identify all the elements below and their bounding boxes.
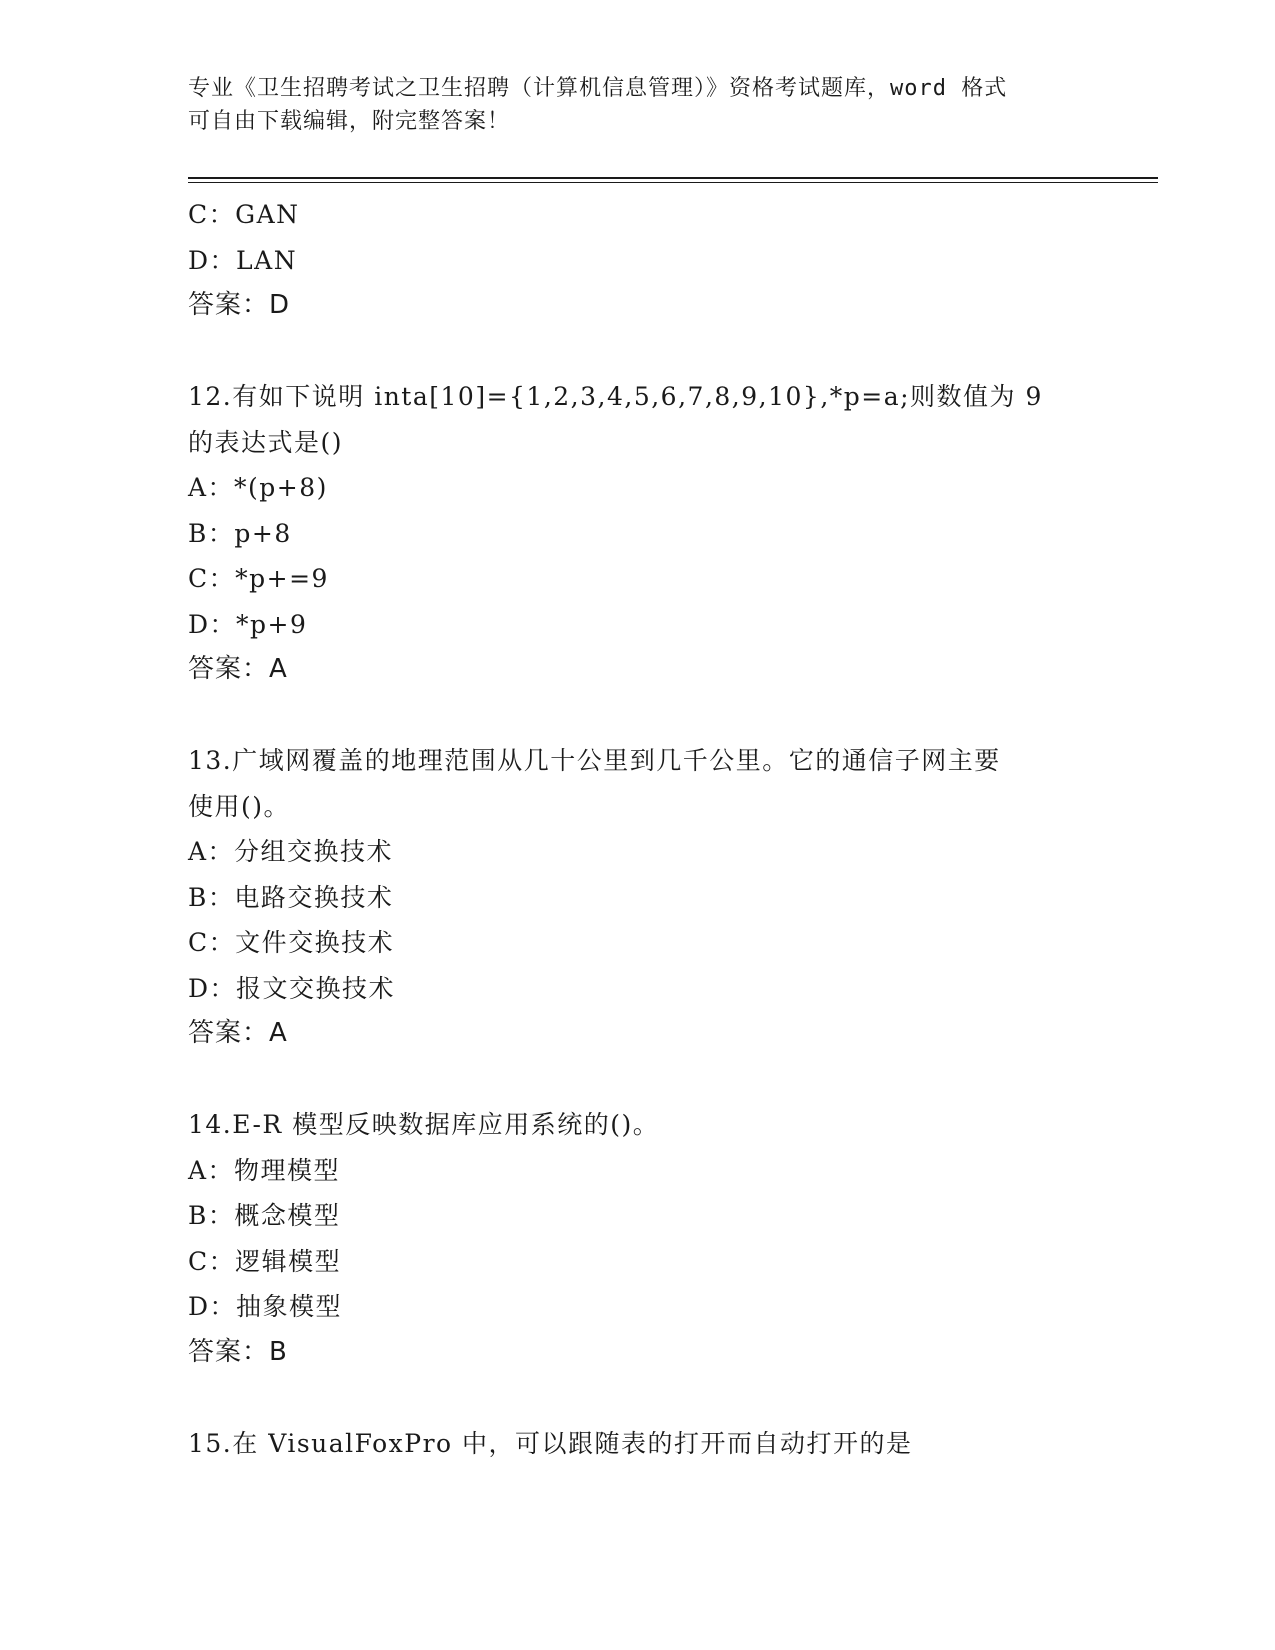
- header-rule-thick: [188, 177, 1158, 179]
- question-stem-line: 13.广域网覆盖的地理范围从几十公里到几千公里。它的通信子网主要: [188, 746, 1001, 775]
- spacer: [188, 1375, 1088, 1421]
- option-c: C：文件交换技术: [188, 928, 395, 957]
- header-rule-thin: [188, 182, 1158, 183]
- option-a: A：分组交换技术: [188, 837, 394, 866]
- header-line-1: 专业《卫生招聘考试之卫生招聘（计算机信息管理）》资格考试题库，word 格式: [188, 76, 1008, 101]
- option-c: C：逻辑模型: [188, 1246, 342, 1276]
- option-b: B：电路交换技术: [188, 882, 394, 912]
- option-c: C：*p+=9: [188, 564, 329, 593]
- question-12: [188, 374, 1088, 693]
- option-d: D：抽象模型: [188, 1292, 343, 1321]
- option-d: D：报文交换技术: [188, 973, 396, 1003]
- option-b: B：p+8: [188, 518, 292, 548]
- question-list: [188, 192, 1088, 1466]
- option-c: C：GAN: [188, 200, 300, 229]
- header-line-2: 可自由下载编辑，附完整答案！: [188, 109, 511, 134]
- option-d: D：*p+9: [188, 609, 308, 639]
- option-b: B：概念模型: [188, 1201, 341, 1230]
- spacer: [188, 693, 1088, 739]
- question-stem-line: 的表达式是(): [188, 427, 344, 457]
- answer: 答案：A: [188, 654, 288, 684]
- question-stem-line: 15.在 VisualFoxPro 中，可以跟随表的打开而自动打开的是: [188, 1428, 913, 1458]
- question-stem-line: 使用()。: [188, 791, 291, 821]
- option-a: A：*(p+8): [188, 473, 328, 502]
- question-15: [188, 1421, 1088, 1467]
- spacer: [188, 1057, 1088, 1103]
- option-a: A：物理模型: [188, 1155, 341, 1185]
- answer: 答案：B: [188, 1336, 288, 1367]
- question-13: [188, 738, 1088, 1057]
- spacer: [188, 329, 1088, 375]
- question-11-continued: [188, 192, 1088, 329]
- answer: 答案：D: [188, 290, 291, 320]
- question-stem-line: 12.有如下说明 inta[10]={1,2,3,4,5,6,7,8,9,10},*p=a;则数值为 9: [188, 382, 1043, 411]
- question-14: [188, 1102, 1088, 1375]
- option-d: D：LAN: [188, 245, 298, 275]
- question-stem-line: 14.E-R 模型反映数据库应用系统的()。: [188, 1110, 660, 1139]
- answer: 答案：A: [188, 1018, 288, 1048]
- document-header: [188, 72, 1088, 138]
